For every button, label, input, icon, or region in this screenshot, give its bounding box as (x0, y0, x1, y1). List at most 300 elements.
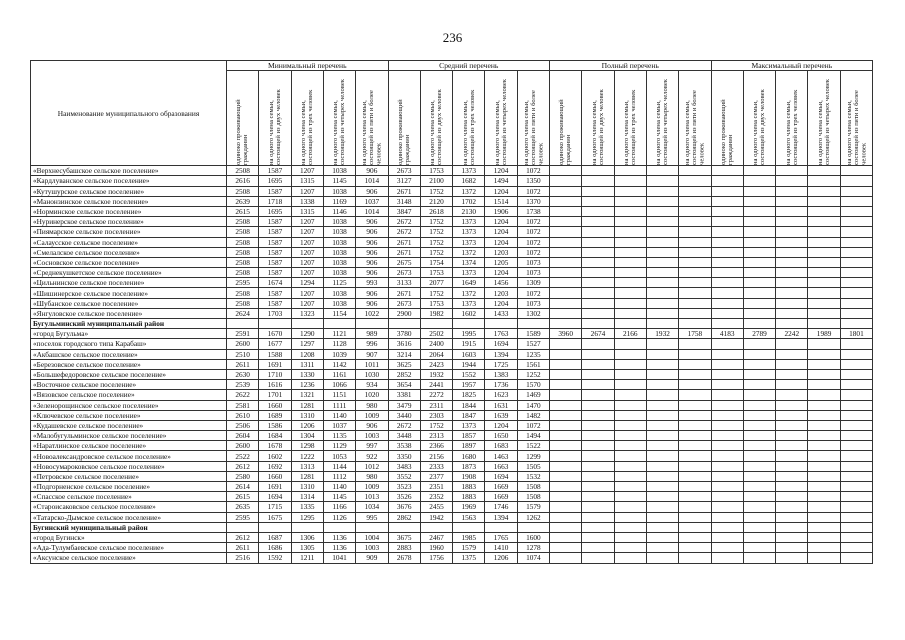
value-cell (550, 298, 582, 308)
table-row (31, 237, 873, 247)
value-cell (582, 227, 614, 237)
value-cell (679, 308, 711, 318)
value-cell (840, 227, 872, 237)
subheader-label: на одного члена семьи, состоящей из трех человек (784, 89, 799, 166)
value-cell (840, 237, 872, 247)
value-cell (582, 461, 614, 471)
value-cell (646, 441, 678, 451)
value-cell: 1753 (420, 166, 452, 176)
table-row (31, 451, 873, 461)
value-cell: 1298 (291, 441, 323, 451)
value-cell (776, 390, 808, 400)
value-cell: 1677 (259, 339, 291, 349)
value-cell (679, 492, 711, 502)
value-cell (550, 400, 582, 410)
value-cell: 1066 (323, 380, 355, 390)
value-cell: 1908 (453, 471, 485, 481)
value-cell: 2441 (420, 380, 452, 390)
value-cell: 1262 (517, 512, 549, 522)
municipality-name: «Шубанское сельское поселение» (31, 298, 227, 308)
value-cell: 993 (356, 278, 388, 288)
municipality-name: «Новоалександровское сельское поселение» (31, 451, 227, 461)
value-cell: 1703 (259, 308, 291, 318)
value-cell (646, 400, 678, 410)
value-cell: 1701 (259, 390, 291, 400)
table-row (31, 512, 873, 522)
subheader-cell (259, 71, 291, 166)
table-row (31, 410, 873, 420)
value-cell: 1350 (517, 176, 549, 186)
value-cell (646, 451, 678, 461)
subheader-cell (679, 71, 711, 166)
value-cell: 2311 (420, 400, 452, 410)
value-cell: 2624 (227, 308, 259, 318)
municipality-name: «Верхнесубашское сельское поселение» (31, 166, 227, 176)
value-cell (614, 237, 646, 247)
value-cell (743, 369, 775, 379)
value-cell: 1995 (453, 329, 485, 339)
value-cell: 1942 (420, 512, 452, 522)
value-cell (582, 512, 614, 522)
municipality-name: «Большефедоровское сельское поселение» (31, 369, 227, 379)
value-cell: 989 (356, 329, 388, 339)
value-cell (743, 257, 775, 267)
value-cell: 1957 (453, 380, 485, 390)
value-cell (711, 227, 743, 237)
header-row-groups (31, 61, 873, 71)
value-cell (808, 268, 840, 278)
value-cell: 909 (356, 553, 388, 563)
value-cell (711, 471, 743, 481)
value-cell: 1072 (517, 420, 549, 430)
value-cell: 1204 (485, 166, 517, 176)
value-cell: 1205 (485, 257, 517, 267)
value-cell (582, 522, 614, 532)
value-cell (550, 166, 582, 176)
value-cell: 1129 (323, 441, 355, 451)
value-cell: 2077 (420, 278, 452, 288)
value-cell (614, 492, 646, 502)
value-cell (743, 553, 775, 563)
value-cell: 1532 (517, 471, 549, 481)
value-cell: 3381 (388, 390, 420, 400)
value-cell: 906 (356, 227, 388, 237)
value-cell (711, 482, 743, 492)
value-cell: 2352 (420, 492, 452, 502)
value-cell (776, 268, 808, 278)
value-cell: 2611 (227, 543, 259, 553)
table-row (31, 217, 873, 227)
value-cell: 2366 (420, 441, 452, 451)
table-row (31, 359, 873, 369)
value-cell (711, 451, 743, 461)
value-cell: 1587 (259, 268, 291, 278)
value-cell: 3538 (388, 441, 420, 451)
subheader-cell (582, 71, 614, 166)
value-cell (776, 420, 808, 430)
value-cell: 2630 (227, 369, 259, 379)
value-cell (582, 471, 614, 481)
value-cell (259, 522, 291, 532)
value-cell: 3479 (388, 400, 420, 410)
value-cell (679, 288, 711, 298)
value-cell: 1203 (485, 247, 517, 257)
value-cell (808, 431, 840, 441)
subheader-cell (840, 71, 872, 166)
value-cell (776, 380, 808, 390)
value-cell: 3675 (388, 532, 420, 542)
value-cell: 1009 (356, 482, 388, 492)
value-cell: 1960 (420, 543, 452, 553)
value-cell (679, 176, 711, 186)
value-cell: 1589 (517, 329, 549, 339)
value-cell: 1053 (323, 451, 355, 461)
value-cell (808, 451, 840, 461)
value-cell (776, 217, 808, 227)
value-cell (743, 247, 775, 257)
subheader-label: одиноко проживающий гражданин (558, 99, 573, 166)
value-cell: 3780 (388, 329, 420, 339)
municipality-name: «Березовское сельское поселение» (31, 359, 227, 369)
value-cell: 2610 (227, 410, 259, 420)
value-cell (550, 176, 582, 186)
value-cell (776, 349, 808, 359)
value-cell (582, 278, 614, 288)
value-cell: 1072 (517, 247, 549, 257)
value-cell (840, 206, 872, 216)
value-cell (808, 339, 840, 349)
value-cell: 1302 (517, 308, 549, 318)
value-cell: 1710 (259, 369, 291, 379)
value-cell: 1038 (323, 217, 355, 227)
municipality-name: «Кудашевское сельское поселение» (31, 420, 227, 430)
value-cell (550, 553, 582, 563)
value-cell: 3523 (388, 482, 420, 492)
subheader-cell (388, 71, 420, 166)
table-row (31, 186, 873, 196)
value-cell: 1161 (323, 369, 355, 379)
value-cell (808, 288, 840, 298)
value-cell (550, 502, 582, 512)
group-header: Средний перечень (388, 61, 549, 71)
value-cell: 1752 (420, 227, 452, 237)
value-cell (679, 278, 711, 288)
value-cell: 2678 (388, 553, 420, 563)
value-cell (582, 359, 614, 369)
value-cell: 2615 (227, 206, 259, 216)
municipality-name: «Староисаковское сельское поселение» (31, 502, 227, 512)
value-cell: 1463 (485, 451, 517, 461)
value-cell: 1204 (485, 420, 517, 430)
value-cell (840, 288, 872, 298)
value-cell (743, 339, 775, 349)
value-cell (743, 522, 775, 532)
value-cell (711, 492, 743, 502)
value-cell: 1587 (259, 298, 291, 308)
value-cell (679, 369, 711, 379)
value-cell (840, 553, 872, 563)
value-cell (614, 217, 646, 227)
value-cell (679, 217, 711, 227)
subheader-cell (614, 71, 646, 166)
value-cell (614, 319, 646, 329)
subheader-cell (776, 71, 808, 166)
value-cell: 1146 (323, 206, 355, 216)
value-cell (776, 227, 808, 237)
value-cell: 1616 (259, 380, 291, 390)
value-cell (646, 482, 678, 492)
municipality-name: «Спасское сельское поселение» (31, 492, 227, 502)
value-cell: 2639 (227, 196, 259, 206)
value-cell: 1310 (291, 482, 323, 492)
value-cell (646, 227, 678, 237)
subheader-label: на одного члена семьи, состоящей из двух человек (590, 89, 605, 166)
value-cell (743, 227, 775, 237)
table-row (31, 482, 873, 492)
value-cell: 1623 (485, 390, 517, 400)
table-row (31, 278, 873, 288)
value-cell (614, 431, 646, 441)
value-cell: 3127 (388, 176, 420, 186)
value-cell: 1013 (356, 492, 388, 502)
value-cell (614, 522, 646, 532)
value-cell: 1037 (323, 420, 355, 430)
value-cell (776, 410, 808, 420)
value-cell (711, 339, 743, 349)
subheader-label: на одного члена семьи, состоящей из двух человек (752, 89, 767, 166)
value-cell (743, 186, 775, 196)
value-cell: 1883 (453, 492, 485, 502)
value-cell (840, 492, 872, 502)
value-cell: 2508 (227, 298, 259, 308)
subheader-label: одиноко проживающий гражданин (720, 99, 735, 166)
value-cell (679, 461, 711, 471)
value-cell: 1689 (259, 410, 291, 420)
value-cell (614, 512, 646, 522)
value-cell (776, 257, 808, 267)
value-cell: 1985 (453, 532, 485, 542)
value-cell (517, 522, 549, 532)
value-cell (679, 186, 711, 196)
value-cell (679, 522, 711, 532)
value-cell (743, 349, 775, 359)
value-cell: 1587 (259, 217, 291, 227)
municipality-name: «Новосумароковское сельское поселение» (31, 461, 227, 471)
value-cell: 2166 (614, 329, 646, 339)
data-table (30, 60, 873, 564)
page-number: 236 (442, 30, 463, 45)
value-cell: 1299 (517, 451, 549, 461)
value-cell (550, 471, 582, 481)
value-cell (743, 482, 775, 492)
value-cell (582, 339, 614, 349)
value-cell: 2508 (227, 217, 259, 227)
value-cell: 1140 (323, 482, 355, 492)
subheader-label: на одного члена семьи, состоящей из четырех человек (816, 79, 832, 166)
subheader-cell (420, 71, 452, 166)
value-cell: 2675 (388, 257, 420, 267)
value-cell: 2789 (743, 329, 775, 339)
subheader-label: на одного члена семьи, состоящей из двух человек (267, 89, 282, 166)
value-cell: 1602 (259, 451, 291, 461)
value-cell: 1695 (259, 206, 291, 216)
value-cell: 1825 (453, 390, 485, 400)
value-cell (550, 522, 582, 532)
value-cell (808, 298, 840, 308)
value-cell (776, 502, 808, 512)
value-cell: 2508 (227, 268, 259, 278)
value-cell (517, 319, 549, 329)
value-cell (776, 461, 808, 471)
value-cell (614, 461, 646, 471)
table-row (31, 553, 873, 563)
value-cell: 2156 (420, 451, 452, 461)
value-cell (776, 298, 808, 308)
table-row (31, 441, 873, 451)
municipality-name: «Наратлинское сельское поселение» (31, 441, 227, 451)
value-cell: 1235 (517, 349, 549, 359)
value-cell: 2616 (227, 176, 259, 186)
value-cell: 1752 (420, 288, 452, 298)
value-cell (679, 257, 711, 267)
value-cell: 1394 (485, 349, 517, 359)
value-cell: 1847 (453, 410, 485, 420)
subheader-cell (453, 71, 485, 166)
value-cell (776, 288, 808, 298)
value-cell (646, 237, 678, 247)
value-cell: 2508 (227, 288, 259, 298)
value-cell: 2611 (227, 359, 259, 369)
value-cell: 1207 (291, 247, 323, 257)
value-cell (743, 308, 775, 318)
value-cell (711, 237, 743, 247)
value-cell: 1004 (356, 532, 388, 542)
value-cell: 1588 (259, 349, 291, 359)
value-cell (711, 461, 743, 471)
value-cell (808, 206, 840, 216)
value-cell (646, 288, 678, 298)
value-cell (550, 217, 582, 227)
value-cell (808, 257, 840, 267)
value-cell (776, 308, 808, 318)
value-cell: 3148 (388, 196, 420, 206)
value-cell: 1944 (453, 359, 485, 369)
value-cell (808, 482, 840, 492)
value-cell (582, 492, 614, 502)
value-cell: 1041 (323, 553, 355, 563)
value-cell (840, 278, 872, 288)
value-cell (808, 522, 840, 532)
value-cell: 2455 (420, 502, 452, 512)
value-cell: 2351 (420, 482, 452, 492)
value-cell (582, 288, 614, 298)
value-cell: 1692 (259, 461, 291, 471)
value-cell: 1725 (485, 359, 517, 369)
table-row (31, 543, 873, 553)
value-cell (679, 502, 711, 512)
table-row (31, 492, 873, 502)
value-cell: 1494 (517, 431, 549, 441)
value-cell (679, 359, 711, 369)
value-cell (550, 227, 582, 237)
value-cell (840, 268, 872, 278)
value-cell: 1038 (323, 298, 355, 308)
value-cell: 907 (356, 349, 388, 359)
table-row (31, 166, 873, 176)
value-cell (582, 206, 614, 216)
value-cell (711, 308, 743, 318)
value-cell (646, 522, 678, 532)
table-row (31, 257, 873, 267)
subheader-cell (356, 71, 388, 166)
table-row (31, 532, 873, 542)
value-cell: 1281 (291, 400, 323, 410)
value-cell (808, 512, 840, 522)
value-cell (679, 196, 711, 206)
value-cell: 2673 (388, 298, 420, 308)
municipality-name: «Нуринерское сельское поселение» (31, 217, 227, 227)
value-cell: 1166 (323, 502, 355, 512)
value-cell (679, 532, 711, 542)
value-cell: 1151 (323, 390, 355, 400)
value-cell (776, 482, 808, 492)
value-cell (776, 522, 808, 532)
value-cell (582, 237, 614, 247)
value-cell (808, 410, 840, 420)
value-cell: 1072 (517, 217, 549, 227)
value-cell: 1030 (356, 369, 388, 379)
value-cell: 1204 (485, 227, 517, 237)
subheader-label: одиноко проживающий гражданин (396, 99, 412, 166)
value-cell: 3552 (388, 471, 420, 481)
value-cell (614, 349, 646, 359)
value-cell: 1718 (259, 196, 291, 206)
value-cell (711, 247, 743, 257)
value-cell: 1335 (291, 502, 323, 512)
value-cell (582, 186, 614, 196)
value-cell (614, 308, 646, 318)
value-cell: 2635 (227, 502, 259, 512)
value-cell (743, 451, 775, 461)
value-cell: 2510 (227, 349, 259, 359)
subheader-label: на одного члена семьи, состоящей из четырех человек (332, 79, 347, 166)
table-row (31, 369, 873, 379)
subheader-label: на одного члена семьи, состоящей из четырех человек (655, 79, 670, 166)
value-cell: 1309 (517, 278, 549, 288)
value-cell: 1660 (259, 471, 291, 481)
value-cell (646, 410, 678, 420)
value-cell: 2508 (227, 227, 259, 237)
value-cell: 2303 (420, 410, 452, 420)
value-cell (550, 492, 582, 502)
value-cell (679, 227, 711, 237)
value-cell: 1295 (291, 512, 323, 522)
value-cell: 997 (356, 441, 388, 451)
value-cell: 3654 (388, 380, 420, 390)
value-cell (550, 390, 582, 400)
value-cell: 2516 (227, 553, 259, 563)
value-cell: 995 (356, 512, 388, 522)
value-cell (743, 410, 775, 420)
value-cell: 2508 (227, 237, 259, 247)
value-cell (743, 390, 775, 400)
value-cell (259, 319, 291, 329)
value-cell (227, 522, 259, 532)
value-cell: 2671 (388, 247, 420, 257)
municipality-name: «Шишинерское сельское поселение» (31, 288, 227, 298)
value-cell (840, 349, 872, 359)
value-cell: 1433 (485, 308, 517, 318)
